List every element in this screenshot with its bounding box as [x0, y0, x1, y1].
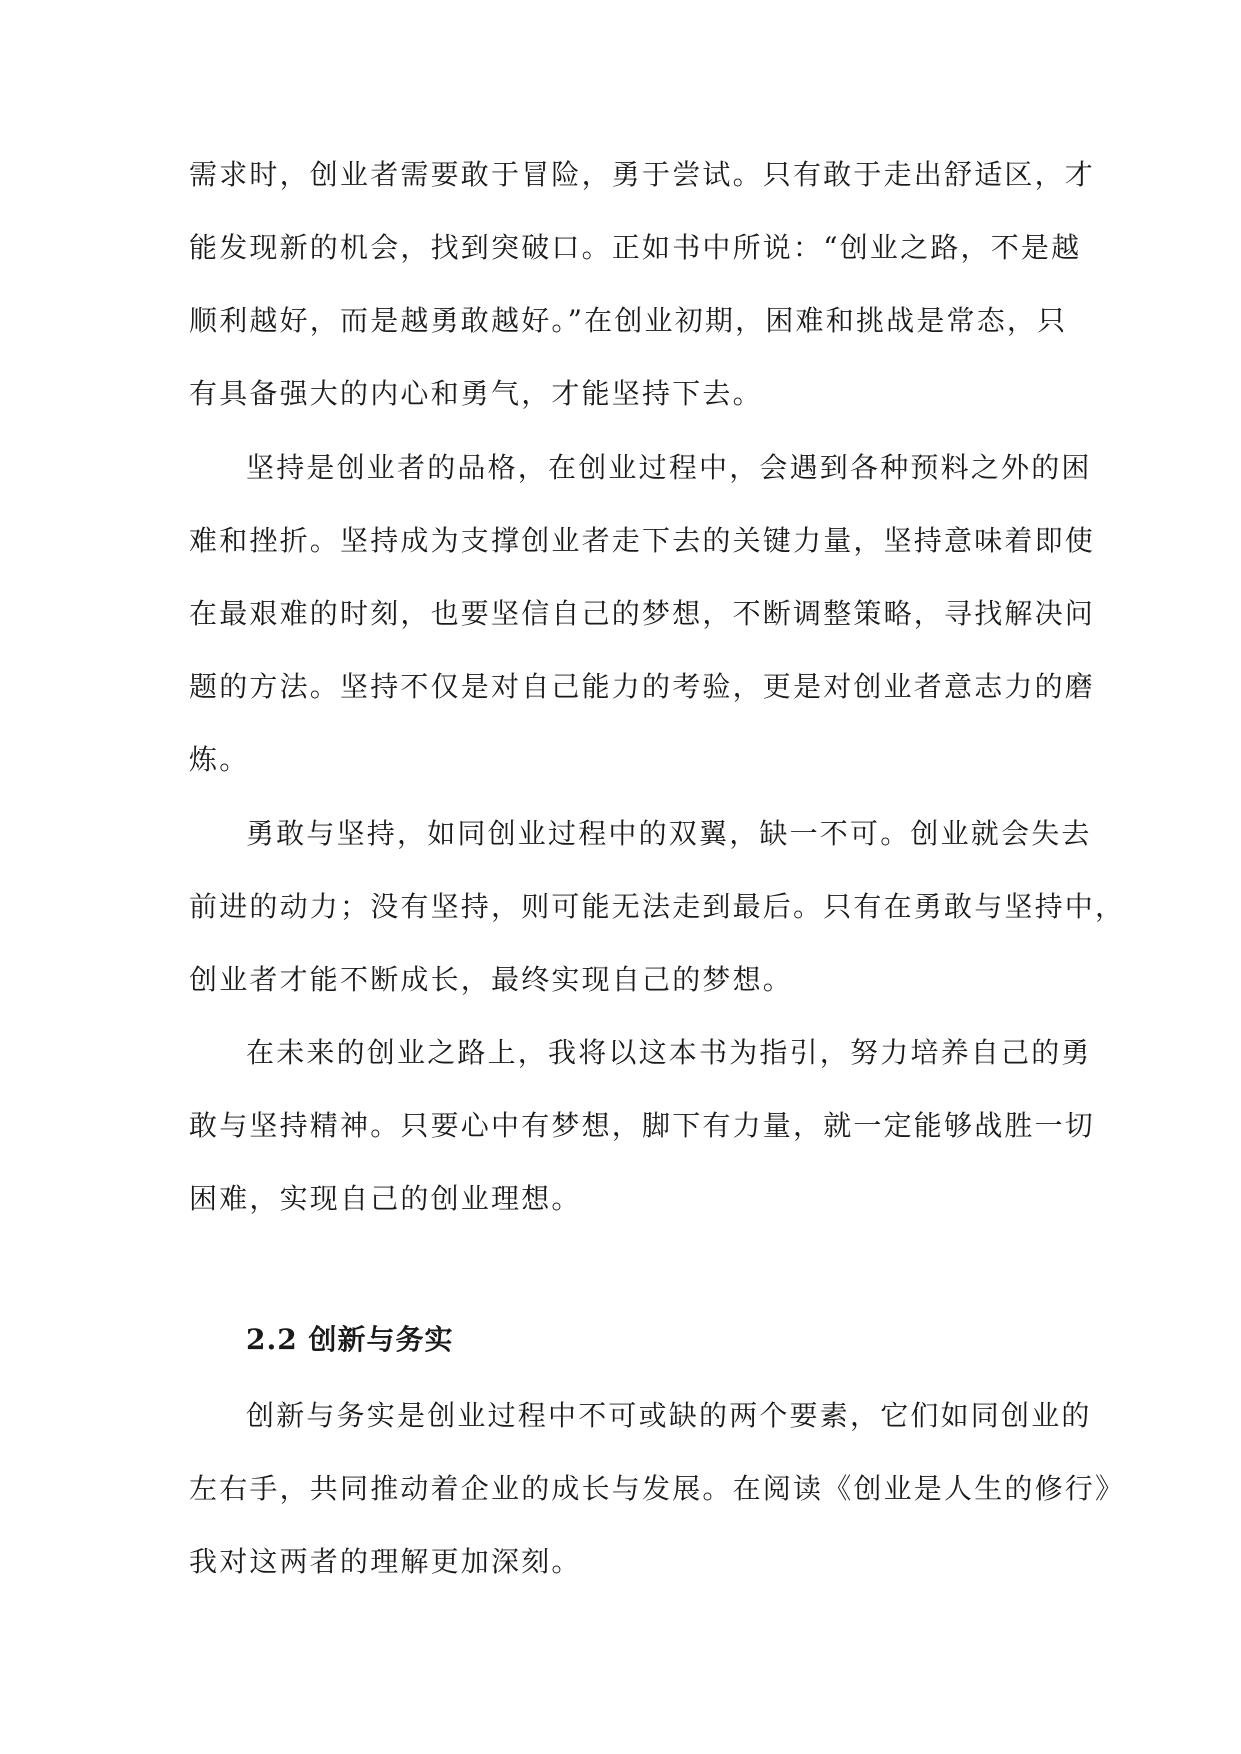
paragraph-line: 炼。 — [189, 743, 250, 776]
paragraph-line: 勇敢与坚持，如同创业过程中的双翼，缺一不可。创业就会失去 — [246, 817, 1092, 850]
paragraph-line: 困难，实现自己的创业理想。 — [189, 1182, 582, 1215]
paragraph-line: 能发现新的机会，找到突破口。正如书中所说：“创业之路，不是越 — [189, 231, 1082, 264]
paragraph-line: 有具备强大的内心和勇气，才能坚持下去。 — [189, 377, 763, 410]
paragraph-line: 创新与务实是创业过程中不可或缺的两个要素，它们如同创业的 — [246, 1399, 1092, 1432]
paragraph-line: 在最艰难的时刻，也要坚信自己的梦想，不断调整策略，寻找解决问 — [189, 597, 1096, 630]
paragraph-line: 左右手，共同推动着企业的成长与发展。在阅读《创业是人生的修行》 — [189, 1472, 1126, 1505]
paragraph-line: 敢与坚持精神。只要心中有梦想，脚下有力量，就一定能够战胜一切 — [189, 1109, 1096, 1142]
paragraph-line: 坚持是创业者的品格，在创业过程中，会遇到各种预料之外的困 — [246, 451, 1092, 484]
paragraph-line: 前进的动力；没有坚持，则可能无法走到最后。只有在勇敢与坚持中， — [189, 890, 1126, 923]
paragraph-line: 我对这两者的理解更加深刻。 — [189, 1545, 582, 1578]
paragraph-line: 创业者才能不断成长，最终实现自己的梦想。 — [189, 963, 794, 996]
paragraph-line: 需求时，创业者需要敢于冒险，勇于尝试。只有敢于走出舒适区，才 — [189, 158, 1096, 191]
paragraph-line: 在未来的创业之路上，我将以这本书为指引，努力培养自己的勇 — [246, 1036, 1092, 1069]
section-heading: 2.2 创新与务实 — [246, 1323, 454, 1356]
paragraph-line: 顺利越好，而是越勇敢越好。”在创业初期，困难和挑战是常态，只 — [189, 304, 1068, 337]
paragraph-line: 题的方法。坚持不仅是对自己能力的考验，更是对创业者意志力的磨 — [189, 670, 1096, 703]
paragraph-line: 难和挫折。坚持成为支撑创业者走下去的关键力量，坚持意味着即使 — [189, 524, 1096, 557]
